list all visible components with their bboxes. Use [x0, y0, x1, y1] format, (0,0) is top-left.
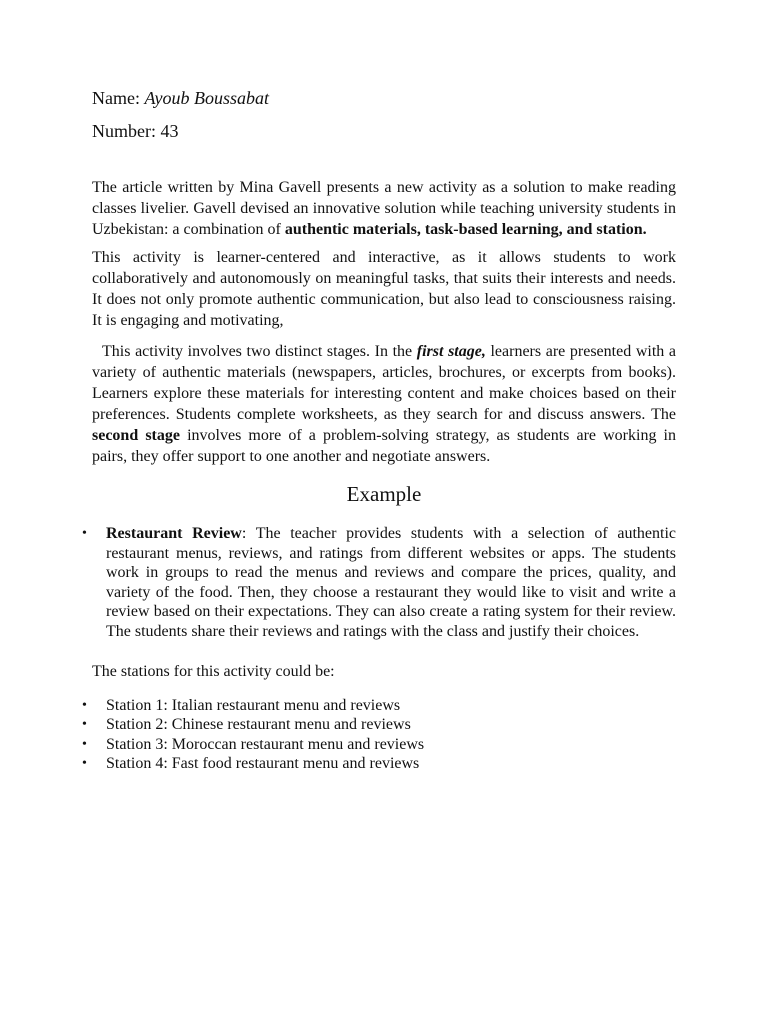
document-page — [92, 85, 676, 774]
stations-intro: The stations for this activity could be: — [92, 662, 335, 680]
student-number: 43 — [160, 121, 179, 141]
station-item: • Station 4: Fast food restaurant menu and reviews — [92, 754, 676, 774]
intro-text: The article written by Mina Gavell presents a new activity as a solution to make reading classes livelier. Gavell devised an innovative solution while teaching university students in Uzbekistan: a combination of — [92, 179, 676, 238]
station-item: • Station 2: Chinese restaurant menu and reviews — [92, 715, 676, 735]
restaurant-review-title: Restaurant Review — [106, 525, 242, 542]
example-heading: Example — [346, 482, 422, 506]
number-line — [92, 118, 676, 144]
learner-centered-paragraph: This activity is learner-centered and interactive, as it allows students to work collaboratively and autonomously on meaningful tasks, that suits their interests and needs. It does not only promote authentic communication, but also lead to consciousness raising. It is engaging and motivating, — [92, 249, 676, 329]
name-line — [92, 85, 676, 111]
example-list — [92, 524, 676, 642]
restaurant-review-item — [92, 524, 676, 642]
stages-text-1: This activity involves two distinct stages. In the — [102, 343, 417, 360]
intro-paragraph — [92, 177, 676, 240]
stages-text-2: learners are presented with a variety of authentic materials (newspapers, articles, brochures, or excerpts from books). Learners explore these materials for interesting content and make choices based on their preferences. Students complete worksheets, as they search for and discuss answers. The — [92, 343, 677, 423]
student-name: Ayoub Boussabat — [144, 88, 269, 108]
number-label: Number: — [92, 121, 161, 141]
station-item: • Station 3: Moroccan restaurant menu and reviews — [92, 735, 676, 755]
second-stage-emphasis: second stage — [92, 427, 180, 444]
intro-bold-text: authentic materials, task-based learning, and station. — [284, 221, 647, 238]
station-item: • Station 1: Italian restaurant menu and reviews — [92, 696, 676, 716]
name-label: Name: — [92, 88, 145, 108]
restaurant-review-text: : The teacher provides students with a selection of authentic restaurant menus, reviews, and ratings from different websites or apps. The students work in groups to read the menus and reviews and compare the prices, quality, and variety of the food. Then, they choose a restaurant they would like to visit and write a review based on their expectations. They can also create a rating system for their review. The students share their reviews and ratings with the class and justify their choices. — [106, 525, 677, 640]
stages-paragraph — [92, 341, 676, 467]
stages-text-3: involves more of a problem-solving strategy, as students are working in pairs, they offer support to one another and negotiate answers. — [92, 427, 676, 465]
first-stage-emphasis: first stage, — [416, 343, 486, 360]
station-list — [92, 696, 676, 774]
